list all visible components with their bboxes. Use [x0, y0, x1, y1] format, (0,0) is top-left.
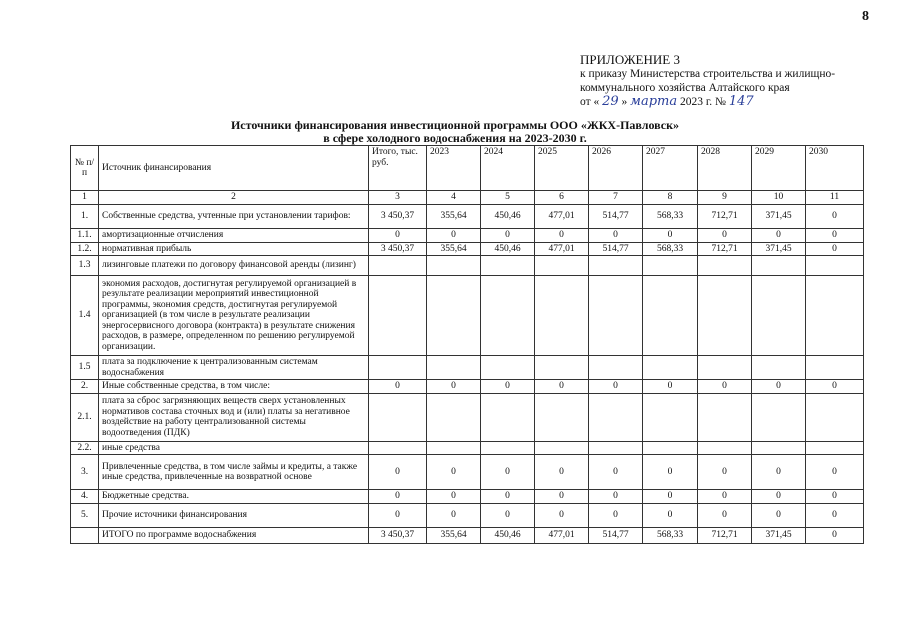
row-number: 1.4 [71, 276, 99, 356]
row-year-value [643, 393, 698, 441]
row-source: иные средства [99, 441, 369, 455]
row-number: 5. [71, 503, 99, 527]
row-year-value: 0 [535, 503, 589, 527]
index-cell: 5 [481, 191, 535, 205]
header-total: Итого, тыс. руб. [369, 146, 427, 191]
row-year-value [481, 441, 535, 455]
row-year-value: 0 [806, 503, 864, 527]
row-year-value: 514,77 [589, 205, 643, 229]
row-total-value: 0 [369, 455, 427, 490]
row-year-value: 477,01 [535, 242, 589, 256]
row-year-value: 0 [806, 490, 864, 504]
header-year: 2023 [427, 146, 481, 191]
row-year-value: 0 [589, 503, 643, 527]
table-row [71, 441, 864, 455]
row-year-value [752, 356, 806, 380]
row-year-value [481, 256, 535, 276]
header-year: 2029 [752, 146, 806, 191]
row-number: 1.3 [71, 256, 99, 276]
document-title [70, 119, 840, 145]
row-year-value: 712,71 [698, 242, 752, 256]
row-year-value [427, 256, 481, 276]
header-year: 2028 [698, 146, 752, 191]
row-year-value [698, 441, 752, 455]
appendix-block [580, 52, 890, 109]
row-year-value: 712,71 [698, 205, 752, 229]
table-row [71, 242, 864, 256]
row-year-value [481, 356, 535, 380]
row-year-value [806, 441, 864, 455]
row-year-value [806, 393, 864, 441]
header-year: 2025 [535, 146, 589, 191]
row-year-value [698, 256, 752, 276]
row-year-value: 0 [752, 380, 806, 394]
header-num: № п/п [71, 146, 99, 191]
row-number: 1.5 [71, 356, 99, 380]
row-total-value [369, 441, 427, 455]
row-year-value: 0 [589, 490, 643, 504]
table-row [71, 490, 864, 504]
row-year-value [535, 441, 589, 455]
row-year-value: 0 [806, 527, 864, 543]
row-year-value: 355,64 [427, 205, 481, 229]
index-cell: 1 [71, 191, 99, 205]
row-year-value: 477,01 [535, 205, 589, 229]
row-source: лизинговые платежи по договору финансовой аренды (лизинг) [99, 256, 369, 276]
row-year-value [643, 276, 698, 356]
row-year-value: 514,77 [589, 242, 643, 256]
row-year-value: 0 [535, 229, 589, 243]
header-year: 2030 [806, 146, 864, 191]
date-mid: » [621, 96, 628, 108]
header-row [71, 146, 864, 191]
row-year-value: 477,01 [535, 527, 589, 543]
row-number: 2. [71, 380, 99, 394]
header-year: 2027 [643, 146, 698, 191]
index-cell: 7 [589, 191, 643, 205]
row-source: Бюджетные средства. [99, 490, 369, 504]
row-year-value [535, 256, 589, 276]
row-year-value [481, 393, 535, 441]
row-number: 1.2. [71, 242, 99, 256]
row-source: экономия расходов, достигнутая регулируемой организацией в результате реализации мероприятий инвестиционной программы, экономия средств, достигнутая регулируемой организацией (в том числе в результате реализации энергосервисного договора (контракта) в результате снижения расходов, в размере, определенном по решению регулируемой организации. [99, 276, 369, 356]
row-year-value [589, 276, 643, 356]
row-year-value [806, 356, 864, 380]
index-cell: 3 [369, 191, 427, 205]
table-row [71, 393, 864, 441]
row-year-value [806, 276, 864, 356]
row-year-value: 0 [806, 455, 864, 490]
row-year-value [643, 356, 698, 380]
index-cell: 9 [698, 191, 752, 205]
row-year-value [427, 356, 481, 380]
row-year-value [589, 256, 643, 276]
row-year-value [752, 441, 806, 455]
appendix-title: ПРИЛОЖЕНИЕ 3 [580, 52, 680, 67]
row-year-value: 0 [589, 455, 643, 490]
row-number: 3. [71, 455, 99, 490]
index-cell: 2 [99, 191, 369, 205]
title-line-1: Источники финансирования инвестиционной программы ООО «ЖКХ-Павловск» [230, 118, 680, 132]
header-year: 2024 [481, 146, 535, 191]
row-source: ИТОГО по программе водоснабжения [99, 527, 369, 543]
row-year-value: 450,46 [481, 205, 535, 229]
table-row [71, 527, 864, 543]
table-row [71, 229, 864, 243]
row-number [71, 527, 99, 543]
row-year-value [806, 256, 864, 276]
page-number: 8 [862, 9, 869, 24]
header-year: 2026 [589, 146, 643, 191]
table-row [71, 276, 864, 356]
row-year-value: 0 [698, 229, 752, 243]
row-year-value [481, 276, 535, 356]
appendix-line-1: к приказу Министерства строительства и жилищно- [580, 68, 836, 80]
title-line-2: в сфере холодного водоснабжения на 2023-2030 г. [323, 131, 587, 145]
row-year-value: 371,45 [752, 527, 806, 543]
row-number: 2.1. [71, 393, 99, 441]
row-source: нормативная прибыль [99, 242, 369, 256]
row-source: амортизационные отчисления [99, 229, 369, 243]
row-year-value: 0 [535, 490, 589, 504]
row-source: Прочие источники финансирования [99, 503, 369, 527]
row-year-value: 568,33 [643, 205, 698, 229]
row-total-value [369, 393, 427, 441]
row-source: Привлеченные средства, в том числе займы и кредиты, а также иные средства, привлеченные на возвратной основе [99, 455, 369, 490]
row-year-value: 0 [481, 380, 535, 394]
index-cell: 10 [752, 191, 806, 205]
row-year-value: 0 [643, 380, 698, 394]
index-cell: 4 [427, 191, 481, 205]
row-year-value: 0 [752, 503, 806, 527]
row-year-value: 0 [481, 229, 535, 243]
row-year-value: 0 [589, 380, 643, 394]
table-row [71, 503, 864, 527]
row-total-value: 0 [369, 503, 427, 527]
row-year-value [535, 276, 589, 356]
row-total-value [369, 256, 427, 276]
row-year-value [427, 441, 481, 455]
row-total-value: 0 [369, 229, 427, 243]
row-year-value: 0 [752, 455, 806, 490]
order-number-handwritten: 147 [728, 94, 754, 109]
row-year-value: 0 [698, 490, 752, 504]
row-year-value: 0 [427, 229, 481, 243]
row-number: 1. [71, 205, 99, 229]
table-row [71, 256, 864, 276]
row-source: плата за сброс загрязняющих веществ сверх установленных нормативов состава сточных вод и (или) платы за негативное воздействие на работу централизованной системы водоотведения (ПДК) [99, 393, 369, 441]
row-total-value: 3 450,37 [369, 205, 427, 229]
row-total-value: 0 [369, 380, 427, 394]
row-year-value: 0 [752, 229, 806, 243]
row-year-value: 371,45 [752, 242, 806, 256]
table-row [71, 455, 864, 490]
row-year-value [535, 356, 589, 380]
row-year-value [427, 276, 481, 356]
row-year-value: 0 [698, 380, 752, 394]
row-year-value: 568,33 [643, 242, 698, 256]
row-year-value: 0 [643, 490, 698, 504]
row-year-value [698, 356, 752, 380]
row-year-value [752, 393, 806, 441]
row-year-value: 0 [643, 229, 698, 243]
row-year-value: 0 [806, 229, 864, 243]
row-year-value [643, 256, 698, 276]
row-year-value: 355,64 [427, 527, 481, 543]
row-year-value [427, 393, 481, 441]
row-total-value [369, 356, 427, 380]
row-year-value: 0 [481, 503, 535, 527]
row-year-value [535, 393, 589, 441]
row-year-value: 0 [698, 503, 752, 527]
row-total-value: 3 450,37 [369, 242, 427, 256]
row-total-value: 0 [369, 490, 427, 504]
row-year-value: 0 [643, 503, 698, 527]
appendix-date-line [580, 95, 890, 109]
row-year-value: 0 [589, 229, 643, 243]
row-year-value [643, 441, 698, 455]
row-year-value: 0 [806, 380, 864, 394]
financing-table [70, 145, 864, 544]
date-prefix: от « [580, 96, 600, 108]
table-row [71, 380, 864, 394]
row-year-value: 0 [427, 503, 481, 527]
row-year-value: 0 [481, 455, 535, 490]
row-year-value: 0 [643, 455, 698, 490]
row-year-value [589, 441, 643, 455]
row-year-value [698, 393, 752, 441]
row-year-value: 371,45 [752, 205, 806, 229]
row-year-value [752, 276, 806, 356]
row-year-value: 0 [427, 380, 481, 394]
row-year-value: 0 [427, 490, 481, 504]
row-year-value: 450,46 [481, 242, 535, 256]
row-total-value: 3 450,37 [369, 527, 427, 543]
row-year-value: 355,64 [427, 242, 481, 256]
date-month-handwritten: марта [630, 94, 678, 109]
row-year-value: 0 [535, 455, 589, 490]
row-year-value [698, 276, 752, 356]
index-cell: 11 [806, 191, 864, 205]
index-cell: 8 [643, 191, 698, 205]
row-number: 2.2. [71, 441, 99, 455]
appendix-line-2: коммунального хозяйства Алтайского края [580, 82, 790, 94]
row-year-value [752, 256, 806, 276]
row-year-value [589, 356, 643, 380]
date-year: 2023 г. № [679, 96, 727, 108]
row-year-value: 0 [535, 380, 589, 394]
row-year-value: 0 [806, 242, 864, 256]
row-source: Иные собственные средства, в том числе: [99, 380, 369, 394]
row-year-value: 0 [752, 490, 806, 504]
table-row [71, 205, 864, 229]
row-year-value: 712,71 [698, 527, 752, 543]
row-year-value: 0 [806, 205, 864, 229]
row-number: 4. [71, 490, 99, 504]
row-total-value [369, 276, 427, 356]
header-source: Источник финансирования [99, 146, 369, 191]
row-year-value: 0 [698, 455, 752, 490]
index-cell: 6 [535, 191, 589, 205]
date-day-handwritten: 29 [602, 94, 619, 109]
table-body [71, 146, 864, 544]
row-number: 1.1. [71, 229, 99, 243]
row-year-value [589, 393, 643, 441]
row-year-value: 0 [481, 490, 535, 504]
row-source: Собственные средства, учтенные при установлении тарифов: [99, 205, 369, 229]
index-row [71, 191, 864, 205]
row-source: плата за подключение к централизованным системам водоснабжения [99, 356, 369, 380]
row-year-value: 514,77 [589, 527, 643, 543]
row-year-value: 0 [427, 455, 481, 490]
row-year-value: 568,33 [643, 527, 698, 543]
row-year-value: 450,46 [481, 527, 535, 543]
table-row [71, 356, 864, 380]
